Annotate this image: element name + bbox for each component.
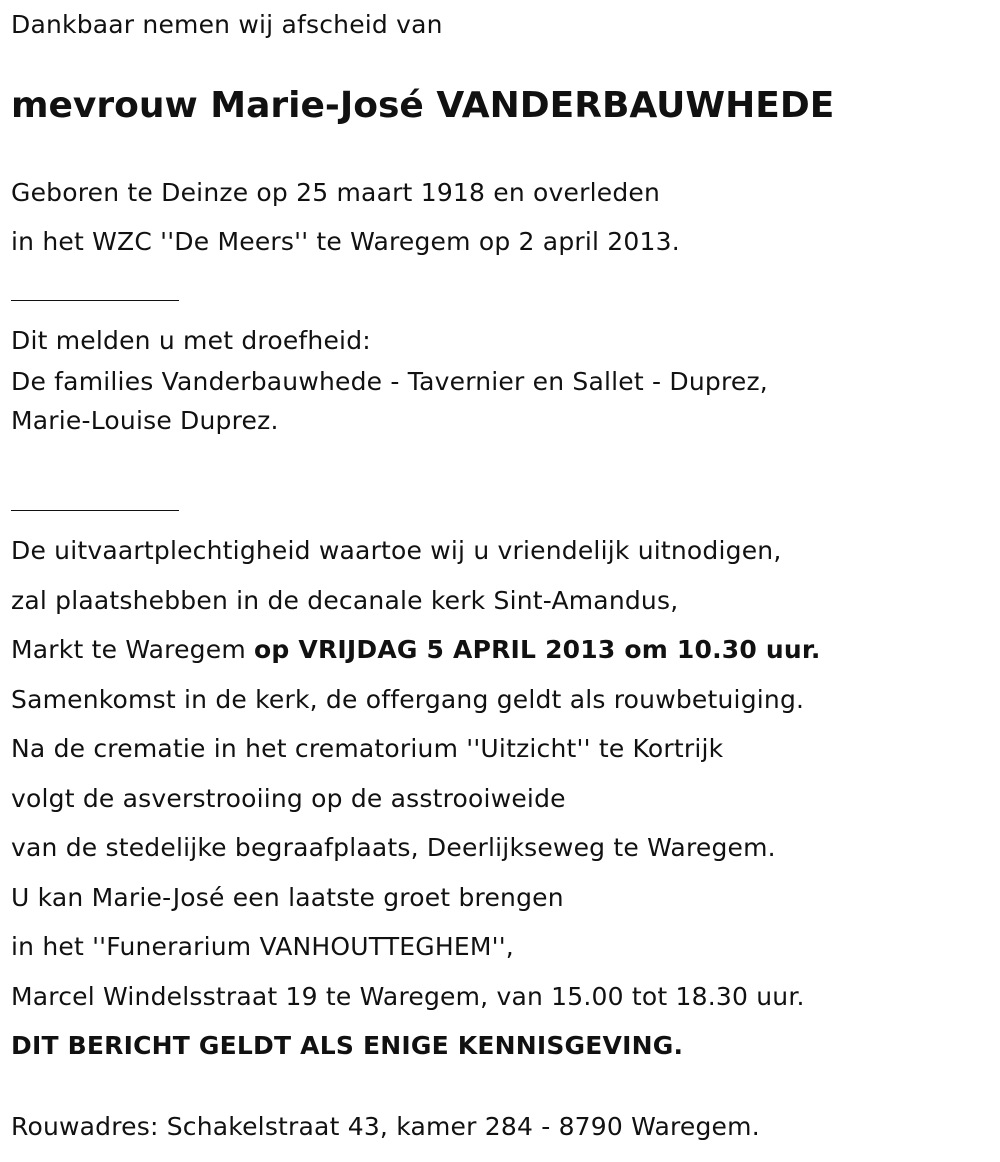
birth-line-2: in het WZC ''De Meers'' te Waregem op 2 april 2013.: [11, 227, 680, 256]
separator-2: [11, 510, 179, 511]
funeral-location: Markt te Waregem: [11, 635, 255, 664]
separator-1: [11, 300, 179, 301]
announcement-line-1: De families Vanderbauwhede - Tavernier en Sallet - Duprez,: [11, 367, 768, 396]
funeral-line-2: zal plaatshebben in de decanale kerk Sint-Amandus,: [11, 586, 679, 615]
funeral-line-1: De uitvaartplechtigheid waartoe wij u vriendelijk uitnodigen,: [11, 536, 782, 565]
announcement-line-2: Marie-Louise Duprez.: [11, 406, 279, 435]
notice-text: DIT BERICHT GELDT ALS ENIGE KENNISGEVING.: [11, 1031, 684, 1060]
funeral-line-7: van de stedelijke begraafplaats, Deerlijkseweg te Waregem.: [11, 833, 776, 862]
birth-line-1: Geboren te Deinze op 25 maart 1918 en overleden: [11, 178, 661, 207]
deceased-name: mevrouw Marie-José VANDERBAUWHEDE: [11, 85, 835, 126]
funeral-line-3: [11, 635, 821, 665]
address-line: Rouwadres: Schakelstraat 43, kamer 284 - 8790 Waregem.: [11, 1112, 760, 1141]
funeral-line-8: U kan Marie-José een laatste groet brengen: [11, 883, 564, 912]
announcement-heading: Dit melden u met droefheid:: [11, 326, 371, 355]
intro-text: Dankbaar nemen wij afscheid van: [11, 10, 443, 39]
funeral-line-9: in het ''Funerarium VANHOUTTEGHEM'',: [11, 932, 514, 961]
funeral-date-time: op VRIJDAG 5 APRIL 2013 om 10.30 uur.: [254, 635, 821, 664]
funeral-line-5: Na de crematie in het crematorium ''Uitzicht'' te Kortrijk: [11, 734, 724, 763]
funeral-line-4: Samenkomst in de kerk, de offergang geldt als rouwbetuiging.: [11, 685, 805, 714]
funeral-line-10: Marcel Windelsstraat 19 te Waregem, van 15.00 tot 18.30 uur.: [11, 982, 805, 1011]
funeral-line-6: volgt de asverstrooiing op de asstrooiweide: [11, 784, 566, 813]
